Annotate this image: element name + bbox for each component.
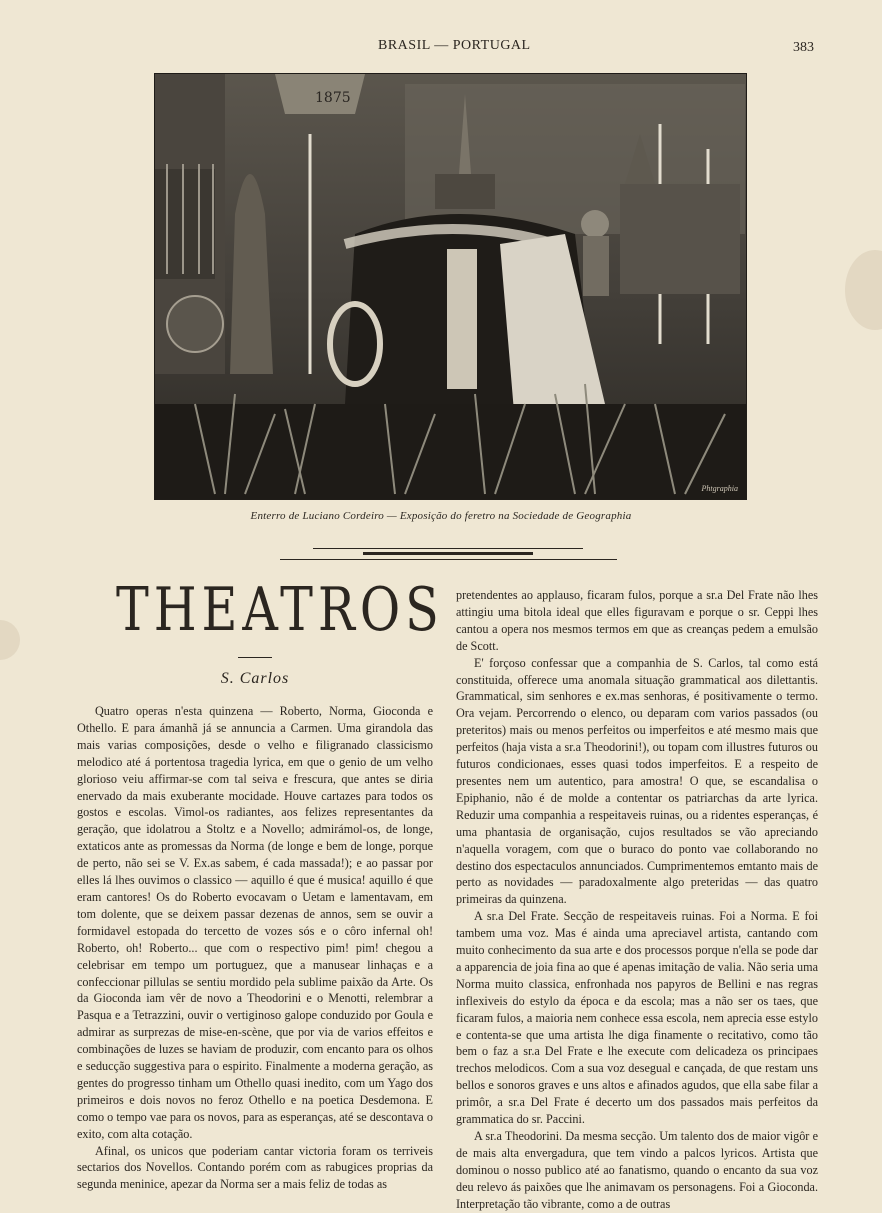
paper-stain (0, 620, 20, 660)
paragraph: A sr.a Theodorini. Da mesma secção. Um talento dos de maior vigôr e de mais alta envergadura, que tem vindo a palcos lyricos. Artista que dominou o nosso publico até ao fanatismo, quando o encanto da sua voz deu relevo ás paixões que lhe animavam os personagens. Foi a Gioconda. Interpretação tão vibrante, como a de outras (456, 1129, 818, 1211)
photo-credit: Phtgraphia (701, 484, 738, 493)
paper-stain (845, 250, 882, 330)
paragraph: Quatro operas n'esta quinzena — Roberto, Norma, Gioconda e Othello. E para ámanhã já se annuncia a Carmen. Uma girandola das mais varias composições, desde o velho e filigranado classicismo melodico até á portentosa tragedia lyrica, em que o genio de um velho glorioso veiu affirmar-se com tal seiva e frescura, que antes se diria enervado da mais exuberante mocidade. Houve cartazes para todos os gostos e escolas. Vimol-os radiantes, aos felizes representantes da geração, que idolatrou a Stoltz e a Novello; admirámol-os, de longe, extaticos ante as promessas da Norma (de longe e bem de longe, porque de perto, não sei se V. Ex.as sabem, é cada massada!); e ao passar por elles lá lhes ouvimos o classico — aquillo é que é musica! aquillo é que eram cantores! Os do Roberto evocavam o Uetam e lamentavam, em tom dolente, que se deixem passar dezenas de annos, sem se ouvir a formidavel estopada do tercetto de vozes sós e o côro infernal oh! Roberto, oh! Roberto... que com o respectivo pim! pim! chegou a celebrisar em tempo um portuguez, que a manusear linhaças e a confeccionar pillulas se sentiu mordido pela sublime paixão da Arte. Os da Gioconda iam vêr de novo a Theodorini e o Menotti, relembrar a Pasqua e a Tetrazzini, ouvir o vertiginoso galope conduzido por Goula e admirar as surprezas de mise-en-scène, que por via de varios effeitos e combinações de luzes se haviam de produzir, com encanto para os olhos e seducção suggestiva para o espirito. Finalmente a moderna geração, as gentes do progresso tinham um Othello quasi inedito, com um Yago dos primeiros e dois novos no feroz Othello e na poetica Desdemona. E como o tempo vae para os novos, para as esperanças, até se descontava o exito, com alta cotação. (77, 704, 433, 1141)
theatre-subheading: S. Carlos (220, 670, 290, 687)
paragraph-continuation: pretendentes ao applauso, ficaram fulos, porque a sr.a Del Frate não lhes attingiu uma bitola ideal que elles figuravam e porque o sr. Ceppi lhes cantou a opera nos mesmos termos em que as creanças pedem a emulsão de Scott. (456, 588, 818, 653)
ornamental-rule-thick (363, 552, 533, 555)
funeral-photograph (154, 73, 747, 500)
photo-illustration (155, 74, 746, 499)
page-number: 383 (793, 40, 814, 55)
heading-rule (238, 657, 272, 658)
banner-text: 1875 (315, 90, 351, 106)
section-heading: THEATROS (116, 575, 444, 645)
paragraph: E' forçoso confessar que a companhia de S. Carlos, tal como está constituida, offerece uma anomala situação grammatical aos dilettantis. Grammatical, sim senhores e ex.mas senhoras, é positivamente o termo. Ora vejam. Percorrendo o elenco, ou deparam com varios passados (ou preteritos) mais ou menos perfeitos ou imperfeitos e até mesmo mais que perfeitos (haja vista a sr.a Theodorini!), ou topam com illustres futuros ou futuros condicionaes, esses quasi todos imperfeitos. E a respeito de presentes nem um autentico, para amostra! O que, se escandalisa o Epiphanio, não é de molde a contentar os patriarchas da arte lyrica. Reduzir uma companhia a respeitaveis ruinas, ou a ridentes esperanças, é uma phantasia de organisação, cujos resultados se vão apreciando n'aquella voragem, com que o buraco do ponto vae collaborando no destino dos espectaculos annunciados. Cumprimentemos emtanto mais de perto as novidades — paradoxalmente algo preteridas — das quatro primeiras da quinzena. (456, 655, 818, 907)
paragraph: Afinal, os unicos que poderiam cantar victoria foram os terriveis sectarios dos Novellos. Contando porém com as rabugices proprias da segunda meninice, apezar da Norma ser a mais feliz de todas as (77, 1143, 433, 1192)
paragraph: A sr.a Del Frate. Secção de respeitaveis ruinas. Foi a Norma. E foi tambem uma voz. Mas é ainda uma apreciavel artista, cantando com muito conhecimento da sua arte e dos processos porque n'ella se pode dar a apparencia de joia fina ao que é apenas imitação de valia. Não seria uma Norma muito classica, enfronhada nos papyros de Bellini e nas regras inflexiveis do estylo da época e da escola; mas a não ser os taes, que ficaram fulos, a maioria nem conhece essa escola, nem aprecia esse estylo e contenta-se que uma artista lhe diga finamente o recitativo, como tão bem o faz a sr.a Del Frate e lhe execute com delicadeza os principaes trechos melodicos. Com a sua voz desegual e cançada, de que restam uns bellos e sonoros graves e uns altos e afinados agudos, que ella sabe filar a primôr, a sr.a Del Frate é decerto um dos passados mais perfeitos da grammatica do sr. Paccini. (456, 909, 818, 1127)
photo-caption: Enterro de Luciano Cordeiro — Exposição do feretro na Sociedade de Geographia (250, 510, 632, 522)
ornamental-rule-top (313, 548, 583, 549)
running-title: BRASIL — PORTUGAL (378, 38, 531, 53)
running-head (0, 38, 882, 58)
right-column (456, 587, 818, 1213)
ornamental-rule-bottom (280, 559, 617, 560)
left-column (77, 703, 433, 1193)
